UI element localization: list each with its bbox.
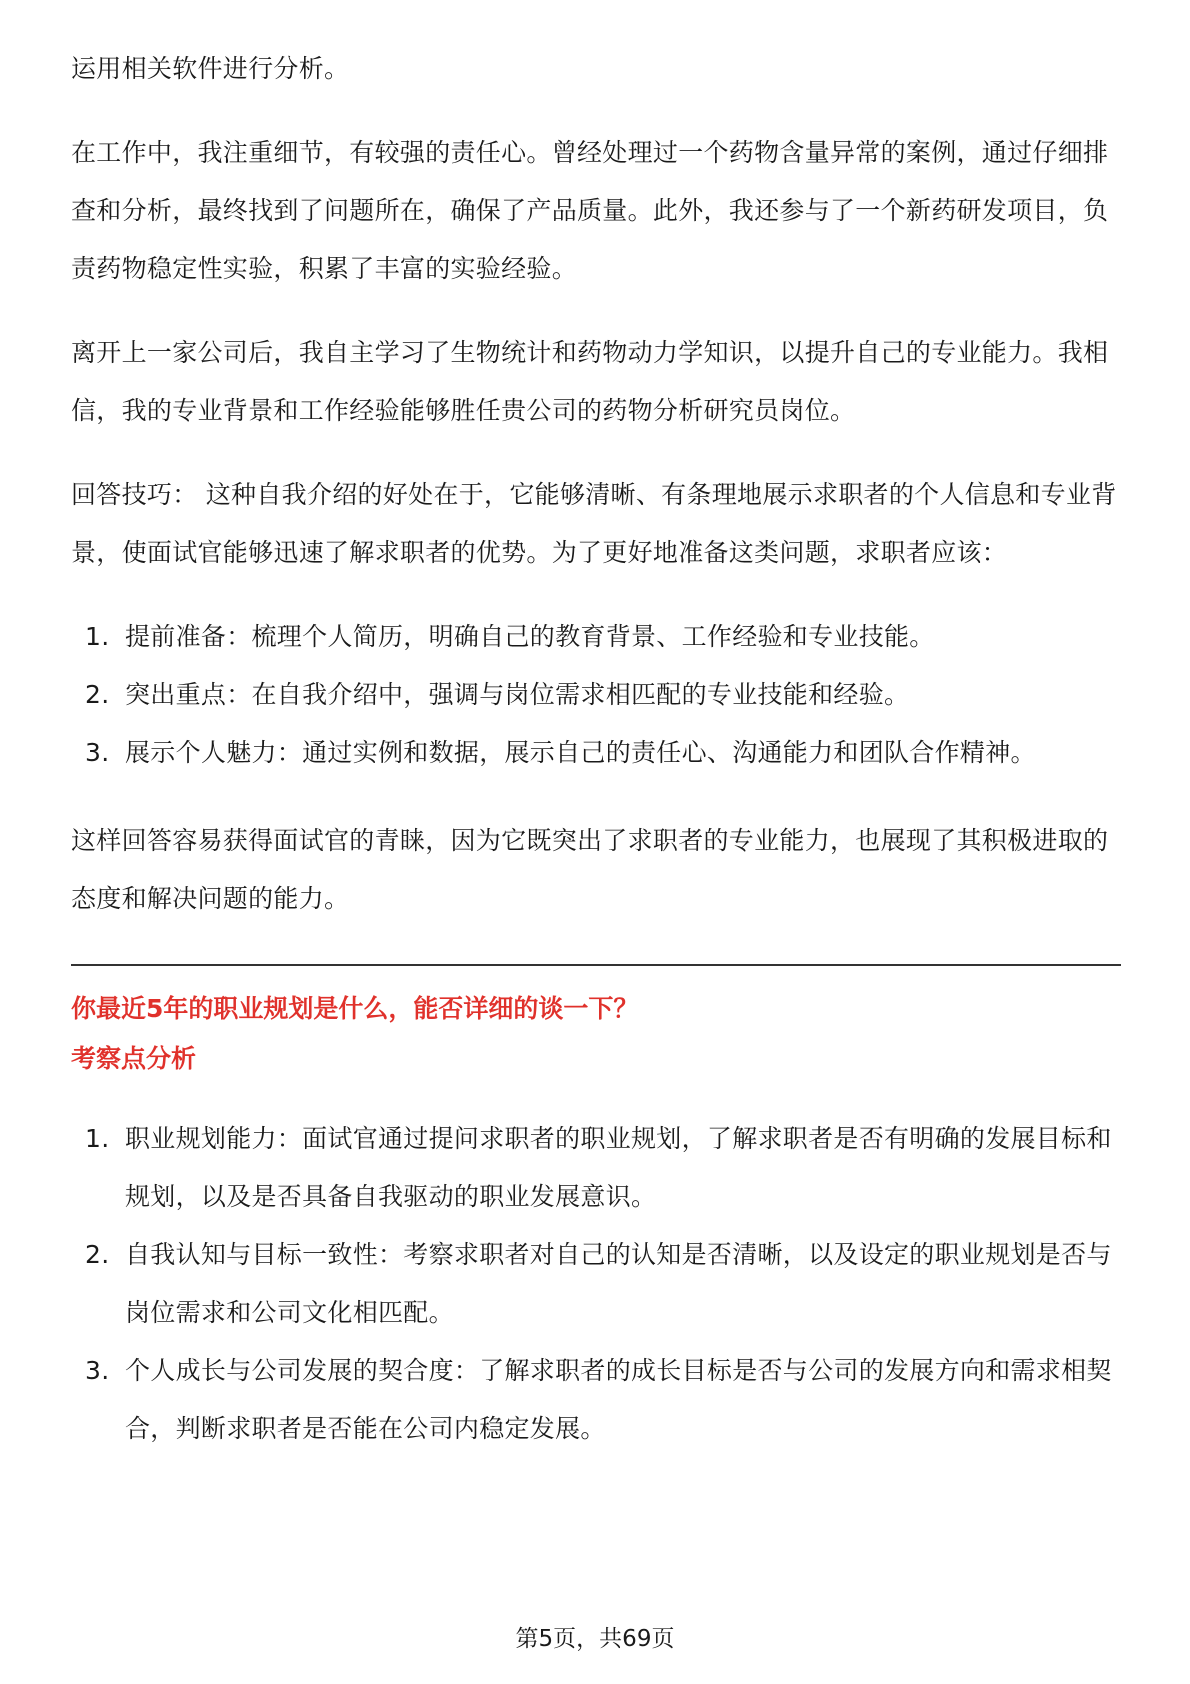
list-item-text: 展示个人魅力：通过实例和数据，展示自己的责任心、沟通能力和团队合作精神。 [125, 738, 1036, 767]
paragraph: 在工作中，我注重细节，有较强的责任心。曾经处理过一个药物含量异常的案例，通过仔细排查和分析，最终找到了问题所在，确保了产品质量。此外，我还参与了一个新药研发项目，负责药物稳定性实验，积累了丰富的实验经验。 [71, 138, 1109, 283]
list-item [71, 1342, 1121, 1458]
list-item [71, 724, 1121, 782]
paragraph: 离开上一家公司后，我自主学习了生物统计和药物动力学知识，以提升自己的专业能力。我相信，我的专业背景和工作经验能够胜任贵公司的药物分析研究员岗位。 [71, 338, 1109, 425]
paragraph: 运用相关软件进行分析。 [71, 54, 350, 83]
list-number: 3. [85, 1356, 110, 1385]
list-number: 1. [85, 622, 110, 651]
list-number: 2. [85, 1240, 110, 1269]
list-item-text: 提前准备：梳理个人简历，明确自己的教育背景、工作经验和专业技能。 [125, 622, 935, 651]
list-item [71, 608, 1121, 666]
page-content [71, 40, 1121, 1488]
list-item [71, 1110, 1121, 1226]
list-number: 1. [85, 1124, 110, 1153]
list-item-text: 个人成长与公司发展的契合度：了解求职者的成长目标是否与公司的发展方向和需求相契合，判断求职者是否能在公司内稳定发展。 [125, 1356, 1112, 1443]
list-item [71, 1226, 1121, 1342]
analysis-list [71, 1110, 1121, 1458]
section-divider [71, 964, 1121, 966]
list-item-text: 职业规划能力：面试官通过提问求职者的职业规划，了解求职者是否有明确的发展目标和规划，以及是否具备自我驱动的职业发展意识。 [125, 1124, 1112, 1211]
list-number: 3. [85, 738, 110, 767]
list-number: 2. [85, 680, 110, 709]
closing-paragraph: 这样回答容易获得面试官的青睐，因为它既突出了求职者的专业能力，也展现了其积极进取的态度和解决问题的能力。 [71, 826, 1109, 913]
list-item [71, 666, 1121, 724]
list-item-text: 突出重点：在自我介绍中，强调与岗位需求相匹配的专业技能和经验。 [125, 680, 910, 709]
list-item-text: 自我认知与目标一致性：考察求职者对自己的认知是否清晰，以及设定的职业规划是否与岗位需求和公司文化相匹配。 [125, 1240, 1112, 1327]
tips-list [71, 608, 1121, 782]
answer-tips-paragraph: 回答技巧： 这种自我介绍的好处在于，它能够清晰、有条理地展示求职者的个人信息和专业背景，使面试官能够迅速了解求职者的优势。为了更好地准备这类问题，求职者应该： [71, 480, 1117, 567]
page-footer: 第5页，共69页 [515, 1626, 675, 1652]
question-title: 你最近5年的职业规划是什么，能否详细的谈一下？ [71, 994, 639, 1023]
question-subtitle: 考察点分析 [71, 1044, 197, 1073]
